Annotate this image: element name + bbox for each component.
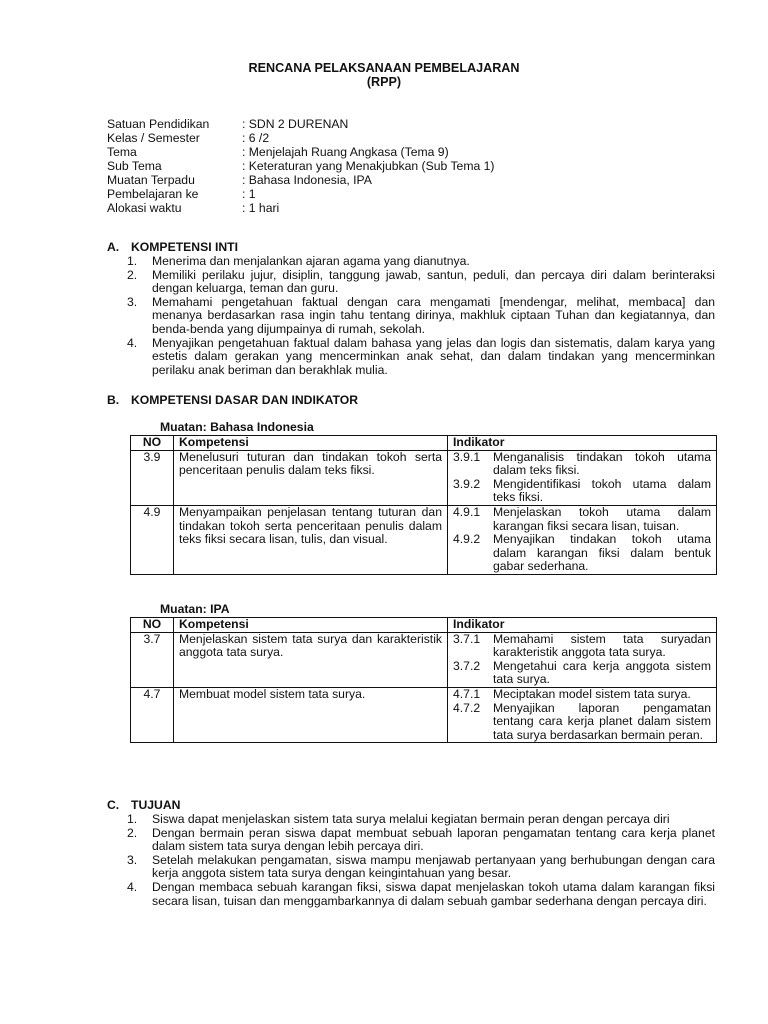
section-b-heading	[107, 394, 358, 408]
item-text: Menyajikan pengetahuan faktual dalam bahasa yang jelas dan logis dan sistematis, dalam karya yang estetis dalam gerakan yang mencerminkan anak sehat, dan dalam tindakan yang mencerminkan perilaku anak beriman dan berakhlak mulia.	[152, 335, 715, 377]
info-row	[107, 174, 494, 188]
info-row	[107, 160, 494, 174]
info-value: : Keteraturan yang Menakjubkan (Sub Tema 1)	[242, 159, 495, 173]
kd-number: 3.7	[131, 632, 174, 687]
item-number: 4.	[127, 335, 138, 350]
bahasa-indonesia-table	[130, 435, 717, 575]
header-no: NO	[131, 436, 174, 451]
table-header-row	[131, 436, 717, 451]
indikator-cell	[448, 632, 717, 687]
list-item	[127, 296, 715, 337]
info-label: Alokasi waktu	[107, 201, 182, 215]
indikator-item	[453, 478, 711, 505]
section-letter: A.	[107, 240, 120, 254]
kompetensi-cell: Menjelaskan sistem tata surya dan karakteristik anggota tata surya.	[174, 632, 448, 687]
list-item	[127, 337, 715, 378]
indikator-text: Mengidentifikasi tokoh utama dalam teks fiksi.	[493, 476, 711, 505]
header-indikator: Indikator	[448, 618, 717, 633]
list-item	[127, 854, 715, 881]
kd-number: 4.7	[131, 687, 174, 742]
tujuan-list	[127, 813, 715, 908]
info-row	[107, 132, 494, 146]
indikator-code: 3.7.1	[453, 631, 481, 646]
info-value: : 1	[242, 187, 256, 201]
item-number: 1.	[127, 254, 138, 268]
indikator-cell	[448, 450, 717, 505]
item-number: 3.	[127, 852, 138, 867]
indikator-text: Menjelaskan tokoh utama dalam karangan fiksi secara lisan, tuisan.	[493, 504, 711, 533]
header-no: NO	[131, 618, 174, 633]
kd-number: 3.9	[131, 450, 174, 505]
indikator-item	[453, 633, 711, 660]
kompetensi-cell: Menyampaikan penjelasan tentang tuturan dan tindakan tokoh serta penceritaan penulis dalam teks fiksi secara lisan, tulis, dan visual.	[174, 505, 448, 574]
kompetensi-inti-list	[127, 255, 715, 377]
info-label: Tema	[107, 145, 137, 159]
info-label: Muatan Terpadu	[107, 173, 195, 187]
info-row	[107, 202, 494, 216]
indikator-text: Memahami sistem tata suryadan karakteristik anggota tata surya.	[493, 631, 711, 660]
muatan-bahasa-indonesia-label: Muatan: Bahasa Indonesia	[160, 420, 314, 434]
info-label: Sub Tema	[107, 159, 162, 173]
info-label: Pembelajaran ke	[107, 187, 199, 201]
list-item	[127, 881, 715, 908]
list-item	[127, 813, 715, 827]
indikator-code: 4.7.1	[453, 686, 481, 701]
info-row	[107, 188, 494, 202]
section-a-heading	[107, 241, 238, 255]
info-row	[107, 146, 494, 160]
indikator-item	[453, 688, 711, 702]
item-number: 3.	[127, 294, 138, 309]
indikator-text: Menganalisis tindakan tokoh utama dalam teks fiksi.	[493, 449, 711, 478]
item-text: Memahami pengetahuan faktual dengan cara mengamati [mendengar, melihat, membaca] dan menanya berdasarkan rasa ingin tahu tentang dirinya, makhluk ciptaan Tuhan dan kegiatannya, dan benda-benda yang dijumpainya di rumah, sekolah.	[152, 294, 715, 336]
info-label: Satuan Pendidikan	[107, 117, 210, 131]
title-line-2: (RPP)	[366, 75, 402, 89]
table-header-row	[131, 618, 717, 633]
item-number: 2.	[127, 825, 138, 840]
section-letter: C.	[107, 798, 120, 812]
indikator-item	[453, 660, 711, 687]
item-number: 1.	[127, 812, 138, 826]
item-text: Memiliki perilaku jujur, disiplin, tanggung jawab, santun, peduli, dan percaya diri dalam berinteraksi dengan keluarga, teman dan guru.	[152, 267, 715, 296]
identity-block	[107, 118, 494, 216]
indikator-text: Mengetahui cara kerja anggota sistem tata surya.	[493, 658, 711, 687]
info-value: : 6 /2	[242, 131, 270, 145]
indikator-item	[453, 702, 711, 743]
indikator-code: 4.7.2	[453, 700, 481, 715]
table-row	[131, 450, 717, 505]
section-letter: B.	[107, 393, 120, 407]
item-text: Menerima dan menjalankan ajaran agama yang dianutnya.	[152, 254, 470, 268]
indikator-code: 3.9.1	[453, 449, 481, 464]
document-title	[0, 61, 768, 89]
item-text: Siswa dapat menjelaskan sistem tata surya melalui kegiatan bermain peran dengan percaya diri	[152, 812, 670, 826]
indikator-cell	[448, 687, 717, 742]
indikator-item	[453, 533, 711, 574]
header-kompetensi: Kompetensi	[174, 618, 448, 633]
kompetensi-cell: Menelusuri tuturan dan tindakan tokoh serta penceritaan penulis dalam teks fiksi.	[174, 450, 448, 505]
indikator-item	[453, 451, 711, 478]
info-row	[107, 118, 494, 132]
info-value: : 1 hari	[242, 201, 280, 215]
list-item	[127, 255, 715, 269]
info-label: Kelas / Semester	[107, 131, 200, 145]
item-text: Dengan bermain peran siswa dapat membuat sebuah laporan pengamatan tentang cara kerja planet dalam sistem tata surya dengan lebih percaya diri.	[152, 825, 715, 854]
header-indikator: Indikator	[448, 436, 717, 451]
indikator-text: Menyajikan tindakan tokoh utama dalam karangan fiksi dalam bentuk gabar sederhana.	[493, 532, 711, 574]
section-title: KOMPETENSI INTI	[131, 240, 238, 254]
section-c-heading	[107, 799, 180, 813]
section-title: KOMPETENSI DASAR DAN INDIKATOR	[131, 393, 359, 407]
table-row	[131, 687, 717, 742]
info-value: : Bahasa Indonesia, IPA	[242, 173, 372, 187]
indikator-code: 4.9.1	[453, 504, 481, 519]
muatan-ipa-label: Muatan: IPA	[160, 602, 230, 616]
info-value: : SDN 2 DURENAN	[242, 117, 349, 131]
indikator-cell	[448, 505, 717, 574]
item-text: Dengan membaca sebuah karangan fiksi, siswa dapat menjelaskan tokoh utama dalam karangan fiksi secara lisan, tuisan dan menggambarkannya di dalam sebuah gambar sederhana dengan percaya diri.	[152, 879, 715, 908]
item-text: Setelah melakukan pengamatan, siswa mampu menjawab pertanyaan yang berhubungan dengan cara kerja anggota sistem tata surya dengan keingintahuan yang besar.	[152, 852, 715, 881]
indikator-code: 3.7.2	[453, 658, 481, 673]
list-item	[127, 269, 715, 296]
indikator-text: Meciptakan model sistem tata surya.	[493, 686, 691, 701]
indikator-code: 4.9.2	[453, 532, 481, 547]
kompetensi-cell: Membuat model sistem tata surya.	[174, 687, 448, 742]
info-value: : Menjelajah Ruang Angkasa (Tema 9)	[242, 145, 449, 159]
header-kompetensi: Kompetensi	[174, 436, 448, 451]
indikator-code: 3.9.2	[453, 476, 481, 491]
indikator-item	[453, 506, 711, 533]
table-row	[131, 632, 717, 687]
list-item	[127, 827, 715, 854]
ipa-table	[130, 617, 717, 743]
kd-number: 4.9	[131, 505, 174, 574]
item-number: 4.	[127, 879, 138, 894]
indikator-text: Menyajikan laporan pengamatan tentang cara kerja planet dalam sistem tata surya berdasarkan bermain peran.	[493, 700, 711, 742]
title-line-1: RENCANA PELAKSANAAN PEMBELAJARAN	[248, 61, 520, 75]
table-row	[131, 505, 717, 574]
section-title: TUJUAN	[131, 798, 181, 812]
item-number: 2.	[127, 267, 138, 282]
